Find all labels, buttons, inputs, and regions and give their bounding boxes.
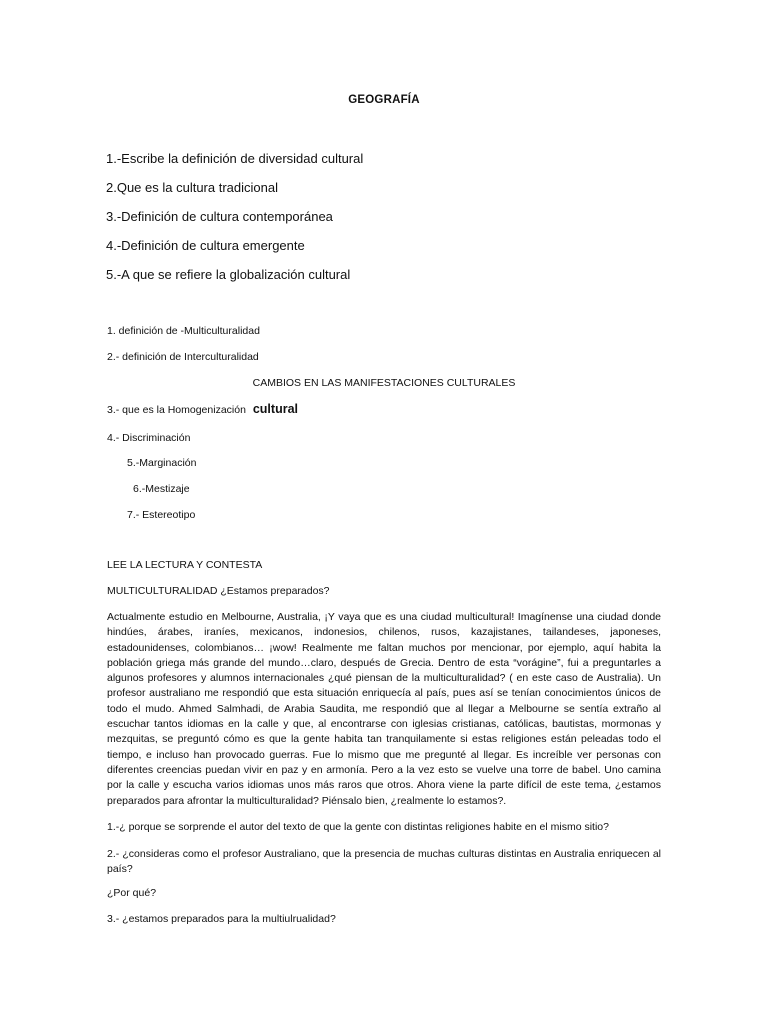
reading-passage: Actualmente estudio en Melbourne, Australia, ¡Y vaya que es una ciudad multicultural! Imagínense una ciudad donde hindúes, árabes, iraníes, mexicanos, indonesios, chilenos, rusos, kazajistanes, tailandeses, japoneses, estadounidenses, colombianos… ¡wow! Realmente me faltan muchos por mencionar, por ejemplo, aquí habita la población griega más grande del mundo…claro, después de Grecia. Dentro de esta “vorágine”, fui a preguntarles a algunos profesores y alumnos internacionales ¿qué piensan de la multiculturalidad? ( en este caso de Australia). Un profesor australiano me respondió que esta situación enriquecía al país, pues así se tenían conocimientos únicos de todo el mudo. Ahmed Salmhadi, de Arabia Saudita, me respondió que al llegar a Melbourne se sentía extraño al escuchar tantos idiomas en la calle y que, al encontrarse con iglesias cristianas, católicas, bautistas, mormonas y mezquitas, se preguntó cómo es que la gente habita tan tranquilamente si estas religiones están peleadas todo el tiempo, e incluso han provocado guerras. Fue lo mismo que me pregunté al llegar. Es increíble ver personas con diferentes creencias puedan vivir en paz y en armonía. Pero a la vez esto se vuelve una torre de babel. Uno camina por la calle y escucha varios idiomas unos más raros que otros. Ahora viene la parte difícil de este tema, ¿estamos preparados para afrontar la multiculturalidad? Piénsalo bien, ¿realmente lo estamos?.	[107, 611, 661, 807]
question-2: 2.Que es la cultura tradicional	[106, 180, 278, 195]
question-3: 3.-Definición de cultura contemporánea	[106, 209, 333, 224]
reading-question-3: 3.- ¿estamos preparados para la multiulrualidad?	[107, 913, 336, 925]
item-3-prefix: 3.- que es la Homogenización	[107, 404, 246, 416]
reading-question-2-followup: ¿Por qué?	[107, 887, 157, 899]
item-3-emphasis: cultural	[252, 402, 298, 416]
item-4: 4.- Discriminación	[107, 432, 191, 444]
reading-question-1: 1.-¿ porque se sorprende el autor del texto de que la gente con distintas religiones habite en el mismo sitio?	[107, 821, 609, 833]
document-title: GEOGRAFÍA	[348, 94, 420, 106]
question-1: 1.-Escribe la definición de diversidad cultural	[106, 151, 364, 166]
item-6: 6.-Mestizaje	[133, 483, 190, 495]
item-7: 7.- Estereotipo	[127, 509, 196, 521]
reading-instruction: LEE LA LECTURA Y CONTESTA	[107, 559, 263, 571]
question-4: 4.-Definición de cultura emergente	[106, 238, 305, 253]
section-heading: CAMBIOS EN LAS MANIFESTACIONES CULTURALES	[252, 377, 516, 389]
item-5: 5.-Marginación	[127, 457, 197, 469]
question-list	[106, 150, 363, 295]
definition-2: 2.- definición de Interculturalidad	[107, 351, 259, 363]
item-3	[107, 402, 298, 416]
question-5: 5.-A que se refiere la globalización cultural	[106, 267, 351, 282]
definition-1: 1. definición de -Multiculturalidad	[107, 325, 260, 337]
reading-question-2: 2.- ¿consideras como el profesor Australiano, que la presencia de muchas culturas distintas en Australia enriquecen al país?	[107, 848, 661, 876]
reading-title: MULTICULTURALIDAD ¿Estamos preparados?	[107, 585, 330, 597]
